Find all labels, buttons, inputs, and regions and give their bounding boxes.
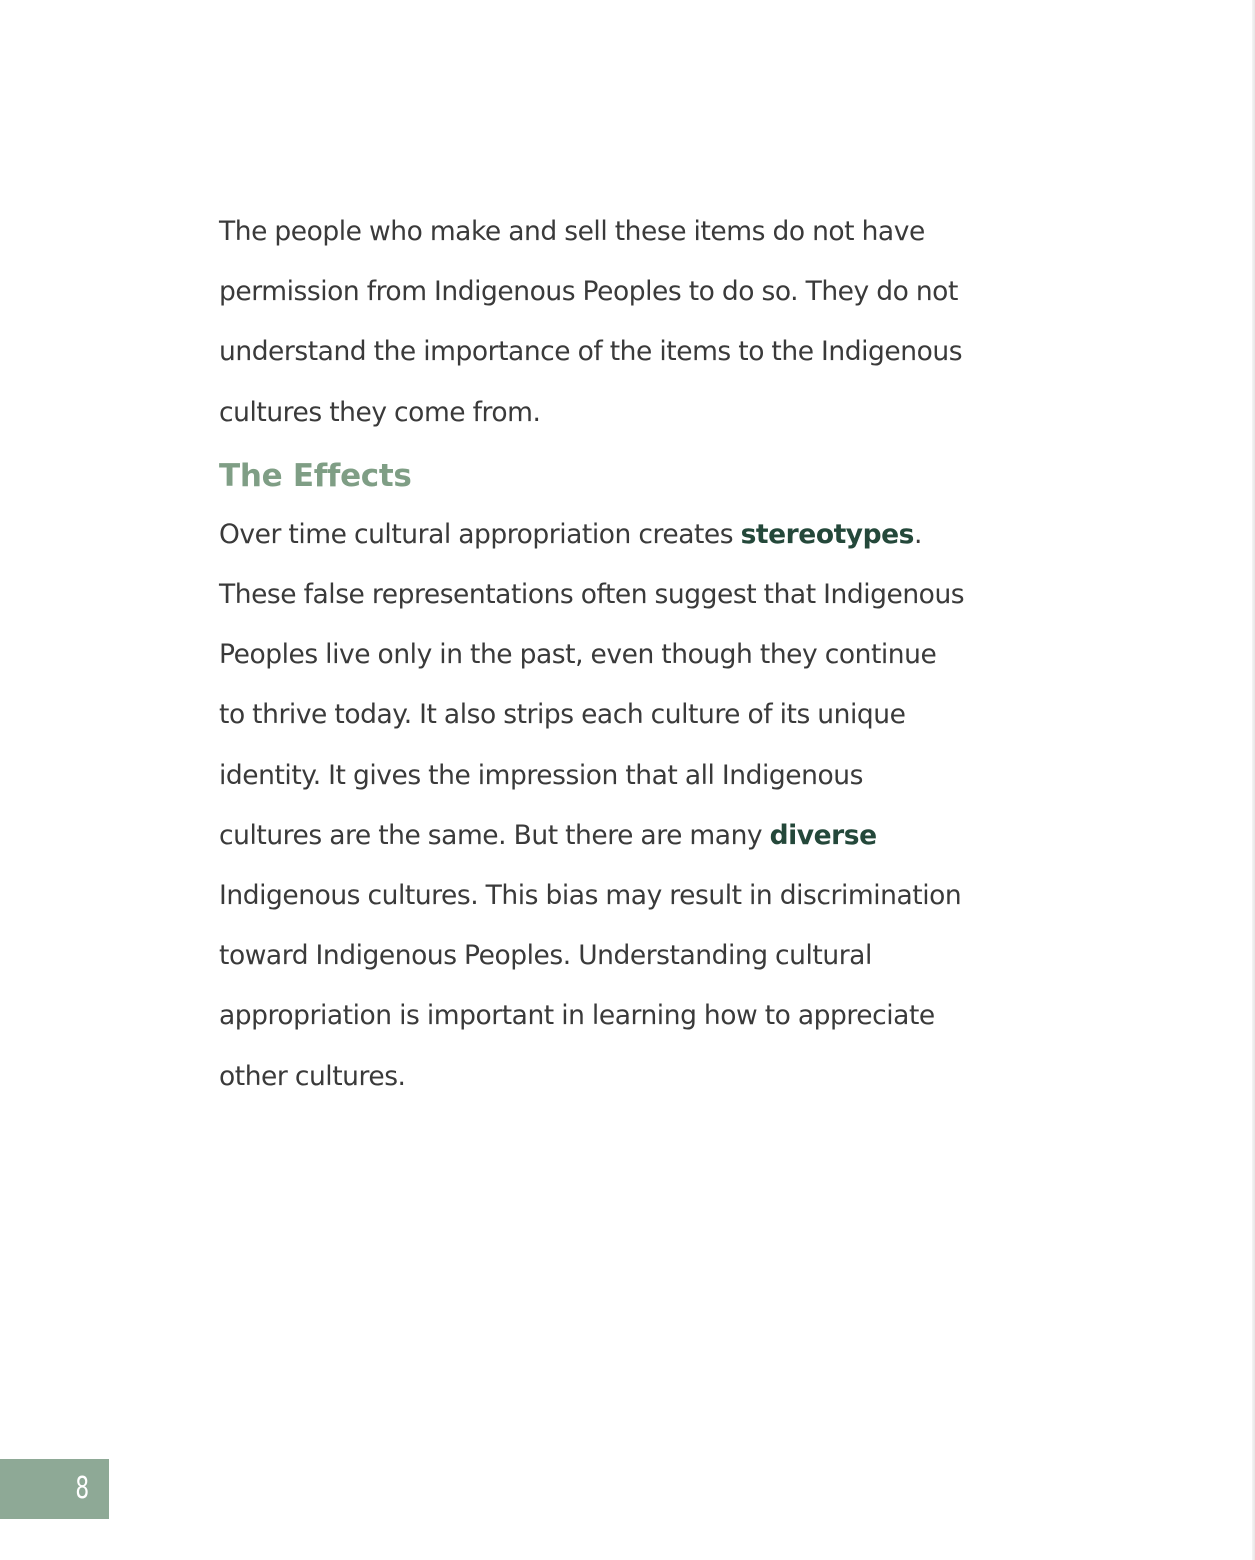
page-number: 8 <box>75 1471 89 1506</box>
effects-paragraph <box>219 505 1009 1107</box>
section-heading: The Effects <box>219 457 412 494</box>
page-content <box>219 202 1009 1107</box>
effects-text-part-3: Indigenous cultures. This bias may result in discrimination toward Indigenous Peoples. Understanding cultural appropriation is important in learning how to appreciate other cultures. <box>219 880 962 1092</box>
intro-paragraph: The people who make and sell these items do not have permission from Indigenous Peoples to do so. They do not understand the importance of the items to the Indigenous cultures they come from. <box>219 216 963 428</box>
effects-text-part-1: Over time cultural appropriation creates <box>219 518 741 550</box>
glossary-term-diverse: diverse <box>769 819 877 851</box>
page-number-tab <box>0 1459 109 1519</box>
glossary-term-stereotypes: stereotypes <box>740 518 914 550</box>
effects-text-part-2: . These false representations often suggest that Indigenous Peoples live only in the past, even though they continue to thrive today. It also strips each culture of its unique identity. It gives the impression that all Indigenous cultures are the same. But there are many <box>219 518 965 851</box>
